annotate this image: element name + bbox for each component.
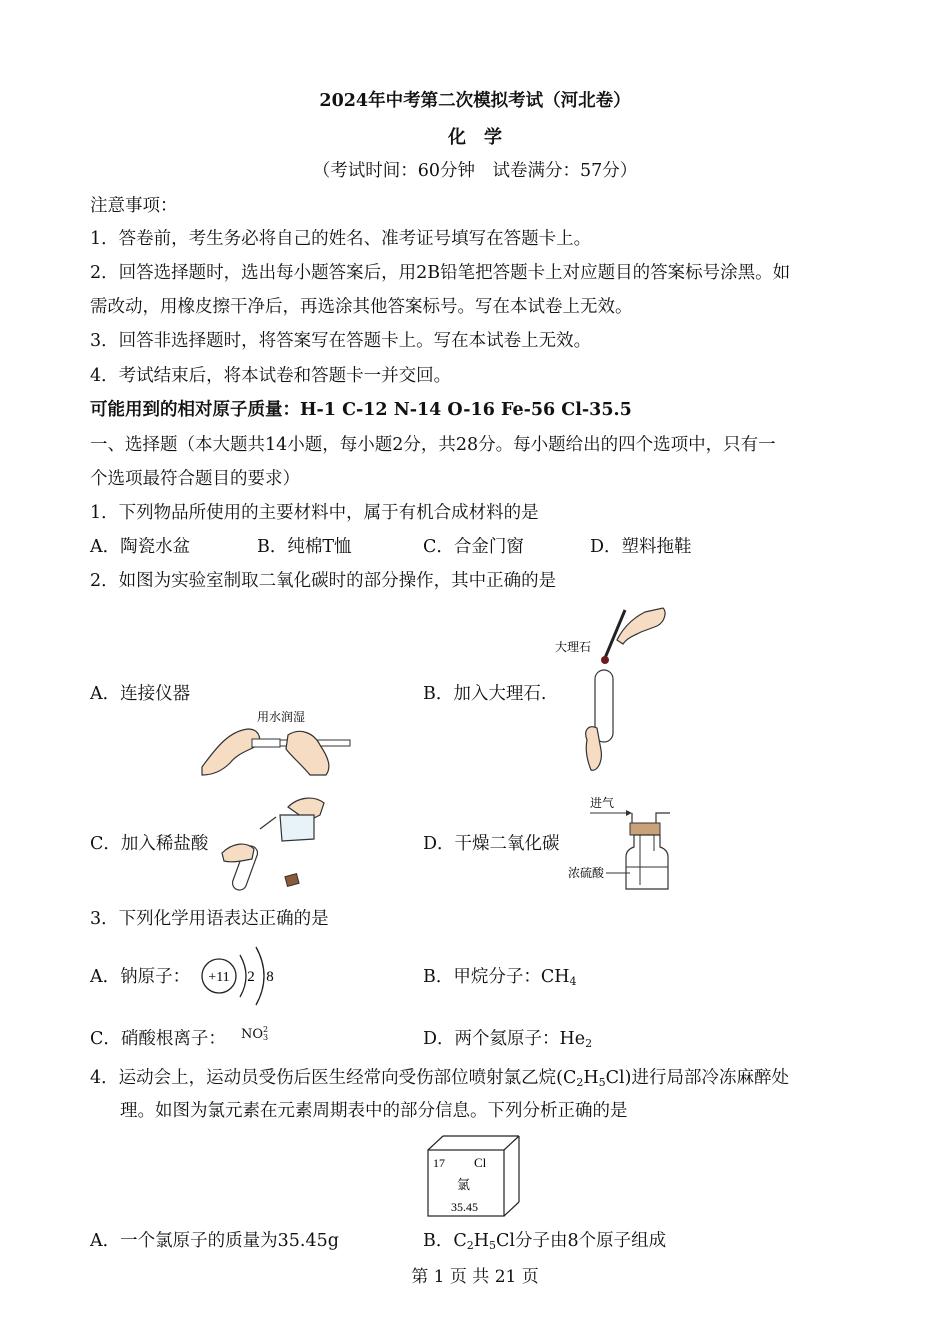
atomic-mass: 35.45	[451, 1200, 478, 1214]
stopper-icon	[285, 874, 299, 887]
exam-info: （考试时间：60分钟 试卷满分：57分）	[312, 161, 638, 181]
q3-option-d: D．两个氦原子：$He_2$	[423, 1029, 593, 1050]
nitrate-formula: NO 2 3	[241, 1025, 269, 1042]
element-symbol: Cl	[474, 1155, 487, 1170]
figure-dry-co2	[566, 795, 676, 895]
exam-title: 2024年中考第二次模拟考试（河北卷）	[319, 91, 631, 111]
q3-option-b: B．甲烷分子：$CH_4$	[423, 967, 577, 988]
q4-option-a: A．一个氯原子的质量为35.45g	[90, 1231, 339, 1251]
q4-stem-2: 理。如图为氯元素在元素周期表中的部分信息。下列分析正确的是	[120, 1101, 628, 1121]
marble-label: 大理石	[555, 640, 592, 654]
hand-holding-icon	[222, 844, 254, 862]
q4-stem-1: 4．运动会上，运动员受伤后医生经常向受伤部位喷射氯乙烷$(C_2H_5Cl)$进行局部冷冻麻醉处	[90, 1068, 789, 1089]
stopper-icon	[630, 823, 660, 835]
gas-washing-bottle-icon	[626, 835, 668, 889]
figure-add-marble	[545, 600, 675, 780]
shell-1-electrons: 2	[247, 969, 255, 985]
note-item-4: 4．考试结束后，将本试卷和答题卡一并交回。	[90, 366, 452, 386]
q1-option-b: B．纯棉T恤	[257, 537, 352, 557]
left-hand-icon	[202, 729, 260, 775]
marble-icon	[601, 656, 609, 664]
figure-connect-instruments	[200, 705, 355, 780]
note-item-2-cont: 需改动，用橡皮擦干净后，再选涂其他答案标号。写在本试卷上无效。	[90, 297, 633, 317]
q2-option-b: B．加入大理石.	[423, 684, 547, 704]
figure-add-acid	[218, 795, 333, 895]
q2-option-d: D．干燥二氧化碳	[423, 834, 560, 854]
note-item-1: 1．答卷前，考生务必将自己的姓名、准考证号填写在答题卡上。	[90, 229, 592, 249]
q3-option-a: A．钠原子：	[90, 967, 191, 987]
acid-label: 浓硫酸	[568, 866, 605, 880]
q3-option-c: C．硝酸根离子：	[90, 1029, 226, 1049]
section1-intro-1: 一、选择题（本大题共14小题，每小题2分，共28分。每小题给出的四个选项中，只有一	[90, 435, 776, 455]
page-number: 第 1 页 共 21 页	[411, 1267, 539, 1287]
q1-option-a: A．陶瓷水盆	[90, 537, 191, 557]
nucleus-charge: +11	[208, 970, 230, 985]
rubber-tube-icon	[252, 739, 280, 747]
atomic-masses: 可能用到的相对原子质量：H-1 C-12 N-14 O-16 Fe-56 Cl-35.5	[90, 400, 632, 420]
periodic-table-cell	[427, 1135, 522, 1220]
q3-stem: 3．下列化学用语表达正确的是	[90, 909, 329, 929]
element-name: 氯	[457, 1178, 471, 1193]
wet-label: 用水润湿	[257, 710, 306, 724]
notes-title: 注意事项：	[90, 196, 178, 216]
q1-option-c: C．合金门窗	[423, 537, 524, 557]
reagent-bottle-icon	[280, 815, 314, 841]
q2-option-c: C．加入稀盐酸	[90, 834, 209, 854]
q4-option-b: B．$C_2H_5Cl$分子由8个原子组成	[423, 1231, 667, 1252]
gas-in-label: 进气	[590, 796, 615, 810]
q1-stem: 1．下列物品所使用的主要材料中，属于有机合成材料的是	[90, 503, 539, 523]
q2-stem: 2．如图为实验室制取二氧化碳时的部分操作，其中正确的是	[90, 571, 557, 591]
right-hand-icon	[286, 731, 329, 775]
shell-2-electrons: 8	[266, 969, 274, 985]
sodium-atom-diagram	[200, 943, 280, 1013]
subject-title: 化 学	[448, 127, 502, 148]
note-item-2: 2．回答选择题时，选出每小题答案后，用2B铅笔把答题卡上对应题目的答案标号涂黑。如	[90, 263, 791, 283]
section1-intro-2: 个选项最符合题目的要求）	[90, 469, 300, 489]
note-item-3: 3．回答非选择题时，将答案写在答题卡上。写在本试卷上无效。	[90, 331, 592, 351]
q1-option-d: D．塑料拖鞋	[590, 537, 692, 557]
q2-option-a: A．连接仪器	[90, 684, 191, 704]
atomic-number: 17	[433, 1156, 445, 1170]
